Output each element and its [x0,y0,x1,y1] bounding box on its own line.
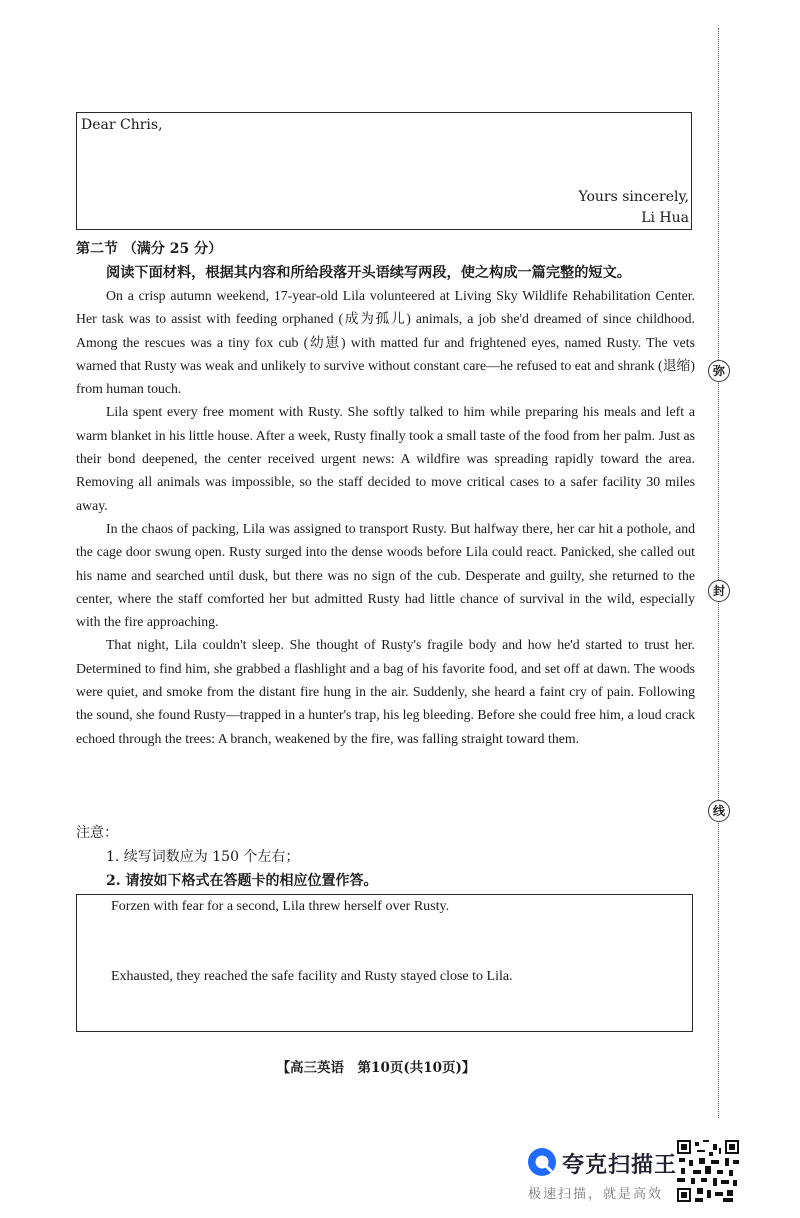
story-paragraph: In the chaos of packing, Lila was assigned to transport Rusty. But halfway there, her car hit a pothole, and the cage door swung open. Rusty surged into the dense woods before Lila could react. Panicked, she called out his name and searched until dusk, but there was no sign of the cub. Desperate and guilty, she returned to the center, where the staff comforted her but admitted Rusty had little chance of survival in the wild, especially with the fire approaching. [76,520,695,630]
story-paragraph: That night, Lila couldn't sleep. She thought of Rusty's fragile body and how he'd started to trust her. Determined to find him, she grabbed a flashlight and a bag of his favorite food, and set off at dawn. The woods were quiet, and smoke from the distant fire hung in the air. Suddenly, she heard a faint cry of pain. Following the sound, she found Rusty—trapped in a hunter's trap, his leg bleeding. Before she could free him, a loud crack echoed through the trees: A branch, weakened by the fire, was falling straight toward them. [76,637,695,746]
scanner-logo-icon [527,1147,557,1177]
letter-closing-block [578,187,689,229]
binding-mark-xian: 线 [708,800,730,822]
story-paragraph: On a crisp autumn weekend, 17-year-old Lila volunteered at Living Sky Wildlife Rehabilitation Center. Her task was to assist with feeding orphaned (成为孤儿) animals, a job she'd dreamed of since childhood. Among the rescues was a tiny fox cub (幼崽) with matted fur and frightened eyes, named Rusty. The vets warned that Rusty was weak and unlikely to survive without constant care—he refused to eat and shrank (退缩) from human touch. [76,288,695,397]
letter-greeting: Dear Chris, [81,117,163,133]
section-instruction: 阅读下面材料，根据其内容和所给段落开头语续写两段，使之构成一篇完整的短文。 [106,265,631,281]
continuation-paragraph-2-start: Exhausted, they reached the safe facility and Rusty stayed close to Lila. [111,969,513,984]
note-item-word-count: 1. 续写词数应为 150 个左右； [106,849,300,865]
letter-signature: Li Hua [641,210,689,226]
scanner-badge-title: 夸克扫描王 [562,1153,678,1178]
binding-mark-feng: 封 [708,580,730,602]
page-footer: 【高三英语 第10页(共10页)】 [276,1060,476,1076]
qr-code-icon [677,1140,739,1202]
note-item-format: 2. 请按如下格式在答题卡的相应位置作答。 [106,873,378,889]
binding-dotted-line [718,28,719,1118]
letter-answer-box [76,112,692,230]
continuation-answer-box [76,894,693,1032]
letter-closing: Yours sincerely, [578,189,689,205]
notes-heading: 注意： [76,825,118,841]
scanner-badge-subtitle: 极速扫描，就是高效 [528,1187,664,1202]
section-title: 第二节 （满分 25 分） [76,241,223,257]
continuation-paragraph-1-start: Forzen with fear for a second, Lila threw herself over Rusty. [111,899,450,914]
story-text [76,284,695,750]
story-paragraph: Lila spent every free moment with Rusty. She softly talked to him while preparing his meals and left a warm blanket in his little house. After a week, Rusty finally took a small taste of the food from her palm. Just as their bond deepened, the center received urgent news: A wildfire was spreading rapidly toward the area. Removing all animals was impossible, so the staff decided to move critical cases to a safer facility 30 miles away. [76,404,695,513]
binding-mark-mi: 弥 [708,360,730,382]
